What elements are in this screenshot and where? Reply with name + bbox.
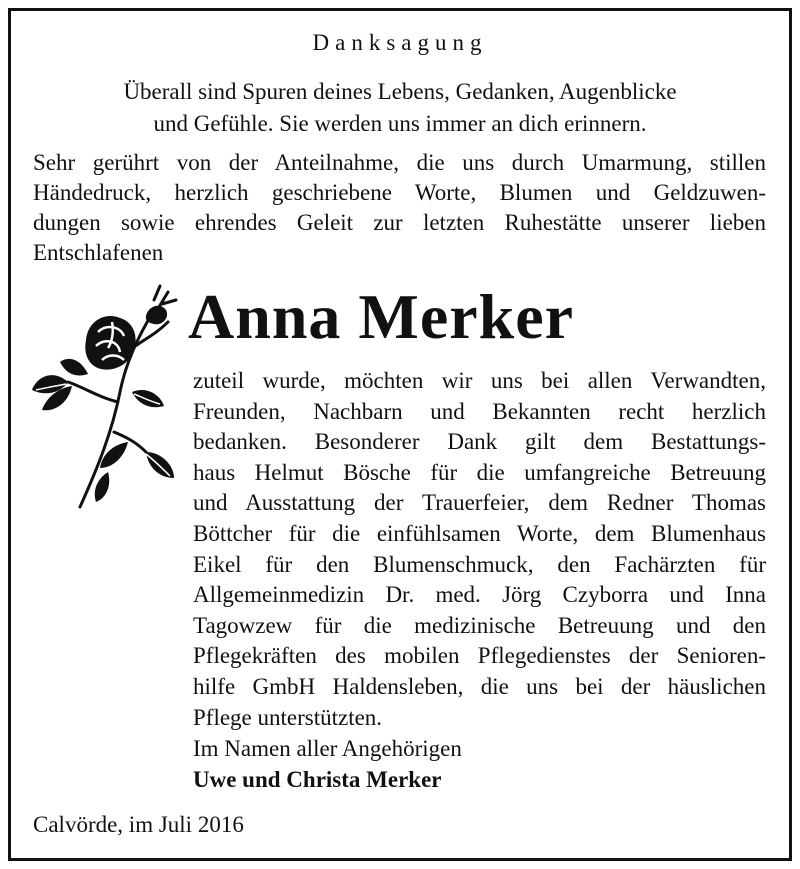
motto-line: und Gefühle. Sie werden uns immer an dich erinnern. [153,111,647,136]
deceased-name: Anna Merker [188,281,575,352]
thanks-line: Eikel für den Blumenschmuck, den Fachärzten für [193,551,766,577]
thanks-line: zuteil wurde, möchten wir uns bei allen Verwandten, [193,368,766,393]
closing-line: Im Namen aller Angehörigen [193,736,462,761]
thanks-line: bedanken. Besonderer Dank gilt dem Bestattungs- [193,429,766,455]
thanks-line: Freunden, Nachbarn und Bekannten recht herzlich [193,398,766,424]
thanks-line: Böttcher für die einfühlsamen Worte, dem Blumenhaus [193,520,766,546]
closing-block [193,733,462,795]
thanks-line: Pflegekräften des mobilen Pflegedienstes der Senioren- [193,643,766,669]
intro-line: Sehr gerührt von der Anteilnahme, die uns durch Umarmung, stillen [33,150,766,175]
rose-icon [28,282,180,512]
intro-line: dungen sowie ehrendes Geleit zur letzten Ruhestätte unserer lieben [33,210,766,235]
intro-line: Händedruck, herzlich geschriebene Worte, Blumen und Geldzuwen- [33,180,766,205]
intro-paragraph [33,148,766,268]
thanks-line: Allgemeinmedizin Dr. med. Jörg Czyborra und Inna [193,582,766,608]
motto [0,76,800,140]
thanks-line: hilfe GmbH Haldensleben, die uns bei der häuslichen [193,673,766,699]
thanks-line: Pflege unterstützten. [193,704,383,730]
place-date: Calvörde, im Juli 2016 [33,812,244,837]
notice-heading: Danksagung [312,30,488,55]
thanks-line: Tagowzew für die medizinische Betreuung und den [193,612,766,638]
motto-line: Überall sind Spuren deines Lebens, Gedanken, Augenblicke [123,79,677,104]
signers: Uwe und Christa Merker [193,767,442,792]
thanks-paragraph [193,366,766,733]
thanks-line: und Ausstattung der Trauerfeier, dem Redner Thomas [193,490,766,516]
thanks-line: haus Helmut Bösche für die umfangreiche Betreuung [193,459,766,485]
intro-line: Entschlafenen [33,240,164,265]
